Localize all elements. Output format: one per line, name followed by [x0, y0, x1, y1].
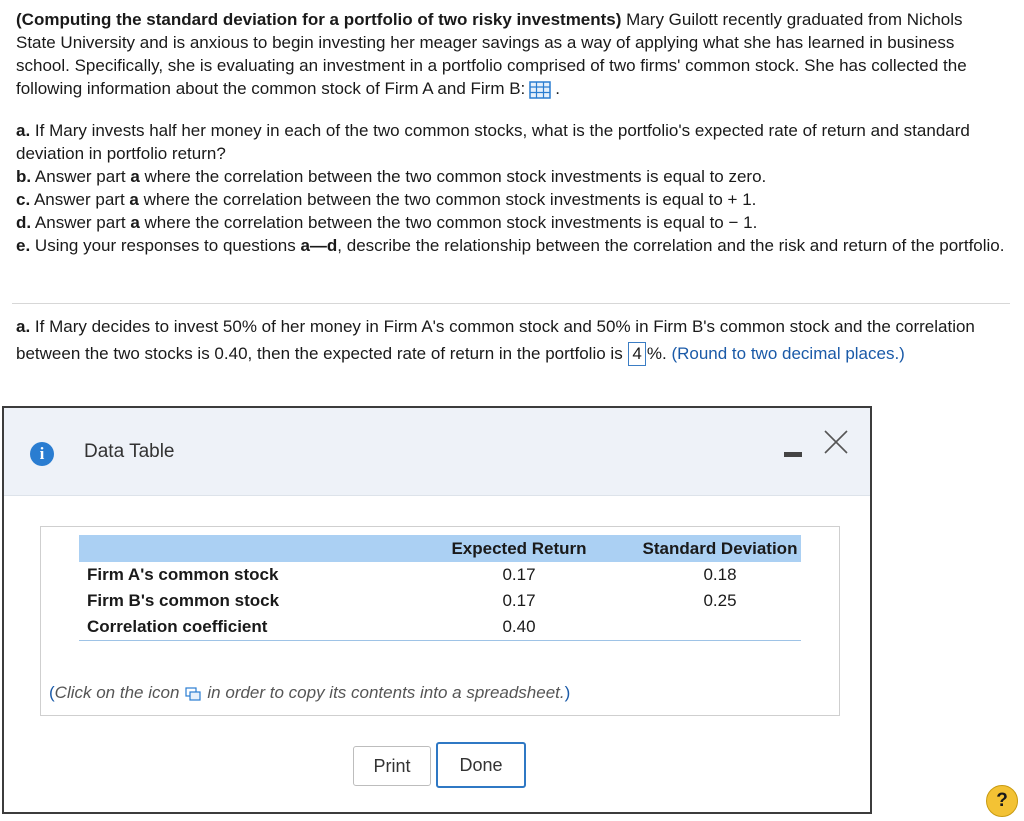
part-d-letter: d. — [16, 213, 32, 232]
answer-unit: %. — [646, 344, 667, 363]
header-label — [79, 535, 399, 562]
part-e-ref: a—d — [300, 236, 338, 255]
copy-note-pre: Click on the icon — [54, 683, 180, 702]
answer-input[interactable]: 4 — [628, 342, 645, 366]
part-c-letter: c. — [16, 190, 31, 209]
answer-prompt — [16, 313, 1006, 367]
row-expected-return: 0.17 — [502, 565, 536, 584]
part-b — [16, 165, 1006, 188]
part-b-prefix: Answer part — [31, 167, 131, 186]
answer-text: If Mary decides to invest 50% of her money in Firm A's common stock and 50% in Firm B's common stock and the correlation between the two stocks is 0.40, then the expected rate of return in the portfolio is — [16, 317, 975, 363]
copy-note-open: ( — [49, 683, 55, 702]
copy-to-spreadsheet-icon[interactable] — [185, 687, 201, 701]
question-intro — [16, 8, 1006, 100]
copy-note-close: ) — [564, 683, 571, 702]
question-title: (Computing the standard deviation for a portfolio of two risky investments) — [16, 10, 622, 29]
question-body: Mary Guilott recently graduated from Nichols State University and is anxious to begin investing her meager savings as a way of applying what she has learned in business school. Specifically, she is evaluating an investment in a portfolio comprised of two firms' common stock. She has collected the following information about the common stock of Firm A and Firm B: — [16, 10, 967, 98]
round-note: (Round to two decimal places.) — [666, 344, 905, 363]
close-icon[interactable] — [822, 428, 850, 456]
part-c-prefix: Answer part — [30, 190, 130, 209]
dialog-header — [4, 408, 870, 496]
data-table-dialog — [2, 406, 872, 814]
part-d — [16, 211, 1006, 234]
part-a-text: If Mary invests half her money in each of the two common stocks, what is the portfolio's expected rate of return and standard deviation in portfolio return? — [16, 121, 970, 163]
row-label: Firm A's common stock — [87, 565, 279, 584]
part-e-prefix: Using your responses to questions — [30, 236, 301, 255]
table-row — [79, 562, 801, 588]
part-c-ref: a — [129, 190, 139, 209]
table-header-row — [79, 535, 801, 562]
part-a-letter: a. — [16, 121, 31, 140]
header-expected-return: Expected Return — [399, 535, 639, 562]
help-icon[interactable]: ? — [986, 785, 1018, 817]
header-standard-deviation: Standard Deviation — [639, 535, 801, 562]
row-standard-deviation — [639, 614, 801, 641]
part-e-suffix: , describe the relationship between the correlation and the risk and return of the portfolio. — [337, 236, 1005, 255]
part-c-suffix: where the correlation between the two common stock investments is equal to + 1. — [138, 190, 757, 209]
part-b-letter: b. — [16, 167, 32, 186]
question-text — [16, 8, 1006, 257]
minimize-icon[interactable] — [784, 452, 802, 457]
part-e-letter: e. — [16, 236, 31, 255]
row-standard-deviation: 0.25 — [703, 591, 737, 610]
print-button[interactable]: Print — [353, 746, 431, 786]
data-table-frame — [40, 526, 840, 716]
section-divider — [12, 303, 1010, 304]
part-d-suffix: where the correlation between the two common stock investments is equal to − 1. — [139, 213, 758, 232]
row-expected-return: 0.17 — [502, 591, 536, 610]
row-label: Correlation coefficient — [79, 614, 399, 641]
info-icon: i — [30, 442, 54, 466]
table-row — [79, 614, 801, 641]
data-table-icon[interactable] — [529, 81, 551, 99]
part-b-ref: a — [130, 167, 140, 186]
part-a — [16, 119, 1006, 165]
part-d-prefix: Answer part — [31, 213, 131, 232]
row-expected-return: 0.40 — [399, 614, 639, 641]
part-b-suffix: where the correlation between the two common stock investments is equal to zero. — [139, 167, 767, 186]
part-e — [16, 234, 1006, 257]
table-row — [79, 588, 801, 614]
dialog-title: Data Table — [84, 441, 175, 462]
data-table — [79, 535, 801, 641]
answer-letter: a. — [16, 317, 31, 336]
part-c — [16, 188, 1006, 211]
question-intro-end: . — [555, 79, 561, 98]
part-d-ref: a — [130, 213, 140, 232]
row-label: Firm B's common stock — [87, 591, 280, 610]
done-button[interactable]: Done — [436, 742, 526, 788]
row-standard-deviation: 0.18 — [703, 565, 737, 584]
copy-note — [49, 683, 570, 703]
copy-note-post: in order to copy its contents into a spreadsheet. — [207, 683, 565, 702]
